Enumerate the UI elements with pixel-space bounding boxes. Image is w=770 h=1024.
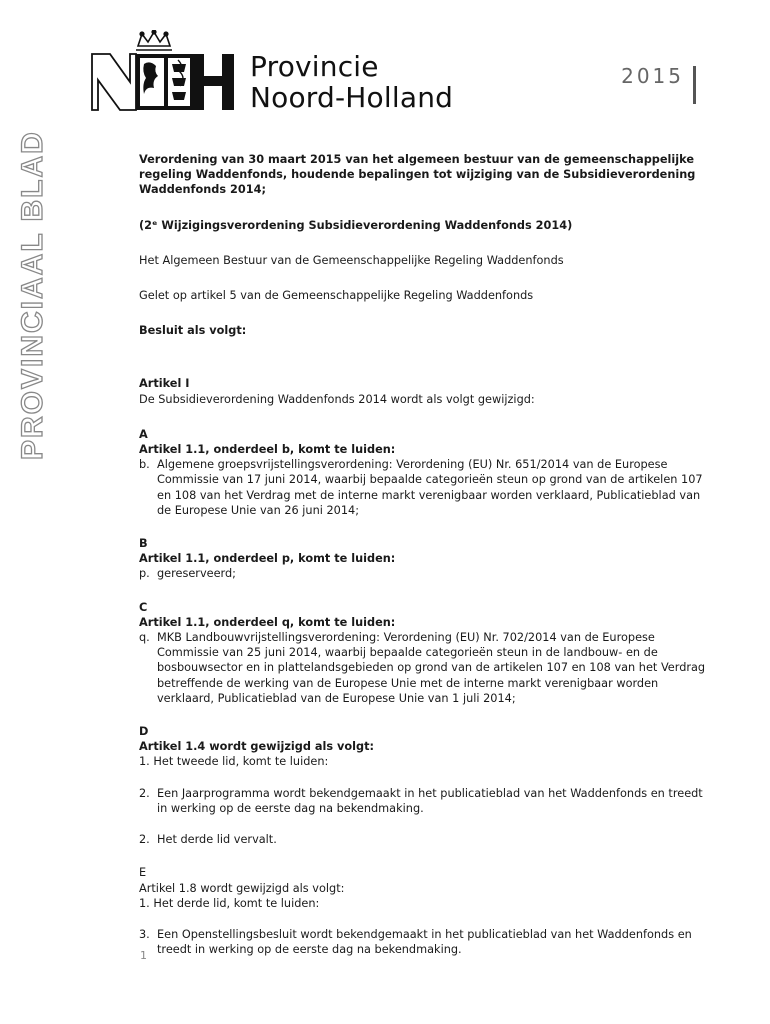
- list-item: [139, 566, 709, 581]
- section-b: [139, 536, 709, 582]
- monogram-n: [92, 54, 136, 110]
- list-marker: b.: [139, 458, 150, 472]
- list-item: [139, 786, 709, 816]
- list-text: Het derde lid vervalt.: [157, 833, 277, 847]
- section-heading: Artikel 1.4 wordt gewijzigd als volgt:: [139, 740, 375, 754]
- section-line: 1. Het derde lid, komt te luiden:: [139, 896, 320, 910]
- section-letter: E: [139, 866, 147, 880]
- section-line: 1. Het tweede lid, komt te luiden:: [139, 755, 329, 769]
- organization-name-line2: Noord-Holland: [250, 81, 454, 114]
- provinciaal-blad-label: PROVINCIAAL BLAD: [16, 130, 49, 460]
- section-heading: Artikel 1.1, onderdeel p, komt te luiden:: [139, 552, 396, 566]
- list-text: gereserveerd;: [157, 567, 236, 581]
- section-heading: Artikel 1.1, onderdeel q, komt te luiden:: [139, 615, 396, 629]
- list-item: [139, 927, 709, 957]
- list-text: Een Jaarprogramma wordt bekendgemaakt in het publicatieblad van het Waddenfonds en treedt in werking op de eerste dag na bekendmaking.: [157, 786, 703, 815]
- list-marker: p.: [139, 567, 150, 581]
- list-text: Algemene groepsvrijstellingsverordening: Verordening (EU) Nr. 651/2014 van de Europese Commissie van 17 juni 2014, waarbij bepaalde categorieën steun op grond van de artikelen 107 en 108 van het Verdrag met de interne markt verenigbaar worden verklaard, Publicatieblad van de Europese Unie van 26 juni 2014;: [157, 458, 703, 517]
- section-letter: D: [139, 725, 149, 739]
- list-marker: 2.: [139, 786, 150, 800]
- list-item: [139, 457, 709, 518]
- organization-name-line1: Provincie: [250, 50, 379, 83]
- intro-legal-basis: Gelet op artikel 5 van de Gemeenschappelijke Regeling Waddenfonds: [139, 289, 534, 303]
- artikel-heading: Artikel I: [139, 377, 190, 391]
- monogram-h: [194, 54, 234, 110]
- section-a: [139, 427, 709, 518]
- list-text: MKB Landbouwvrijstellingsverordening: Verordening (EU) Nr. 702/2014 van de Europese Commissie van 25 juni 2014, waarbij bepaalde categorieën steun in de landbouw- en de bosbouwsector en in plattelandsgebieden op grond van de artikelen 107 en 108 van het Verdrag betreffende de werking van de Europese Unie met de interne markt verenigbaar worden verklaard, Publicatieblad van de Europese Unie van 1 juli 2014;: [157, 631, 706, 705]
- document-title: Verordening van 30 maart 2015 van het algemeen bestuur van de gemeenschappelijke regeling Waddenfonds, houdende bepalingen tot wijziging van de Subsidieverordening Waddenfonds 2014;: [139, 153, 696, 197]
- section-heading: Artikel 1.1, onderdeel b, komt te luiden:: [139, 443, 396, 457]
- publication-year: 2015: [621, 64, 684, 88]
- year-divider: [693, 66, 696, 104]
- section-c: [139, 600, 709, 706]
- decision-statement: Besluit als volgt:: [139, 324, 247, 338]
- section-letter: B: [139, 537, 148, 551]
- document-body: [139, 152, 709, 957]
- crown-icon: [136, 30, 172, 50]
- list-text: Een Openstellingsbesluit wordt bekendgemaakt in het publicatieblad van het Waddenfonds en treedt in werking op de eerste dag na bekendmaking.: [157, 927, 692, 957]
- list-item: [139, 832, 709, 847]
- section-heading: Artikel 1.8 wordt gewijzigd als volgt:: [139, 881, 345, 895]
- intro-authority: Het Algemeen Bestuur van de Gemeenschappelijke Regeling Waddenfonds: [139, 253, 564, 267]
- list-marker: 2.: [139, 833, 150, 847]
- section-letter: A: [139, 427, 148, 441]
- page-number: 1: [140, 949, 147, 962]
- list-marker: q.: [139, 631, 150, 645]
- artikel-intro: De Subsidieverordening Waddenfonds 2014 wordt als volgt gewijzigd:: [139, 392, 535, 406]
- section-e: [139, 865, 709, 957]
- list-item: [139, 630, 709, 706]
- section-letter: C: [139, 600, 148, 614]
- section-d: [139, 724, 709, 847]
- list-marker: 3.: [139, 927, 150, 941]
- document-subtitle: (2ᵉ Wijzigingsverordening Subsidieverordening Waddenfonds 2014): [139, 218, 573, 232]
- coat-of-arms-icon: [136, 54, 194, 110]
